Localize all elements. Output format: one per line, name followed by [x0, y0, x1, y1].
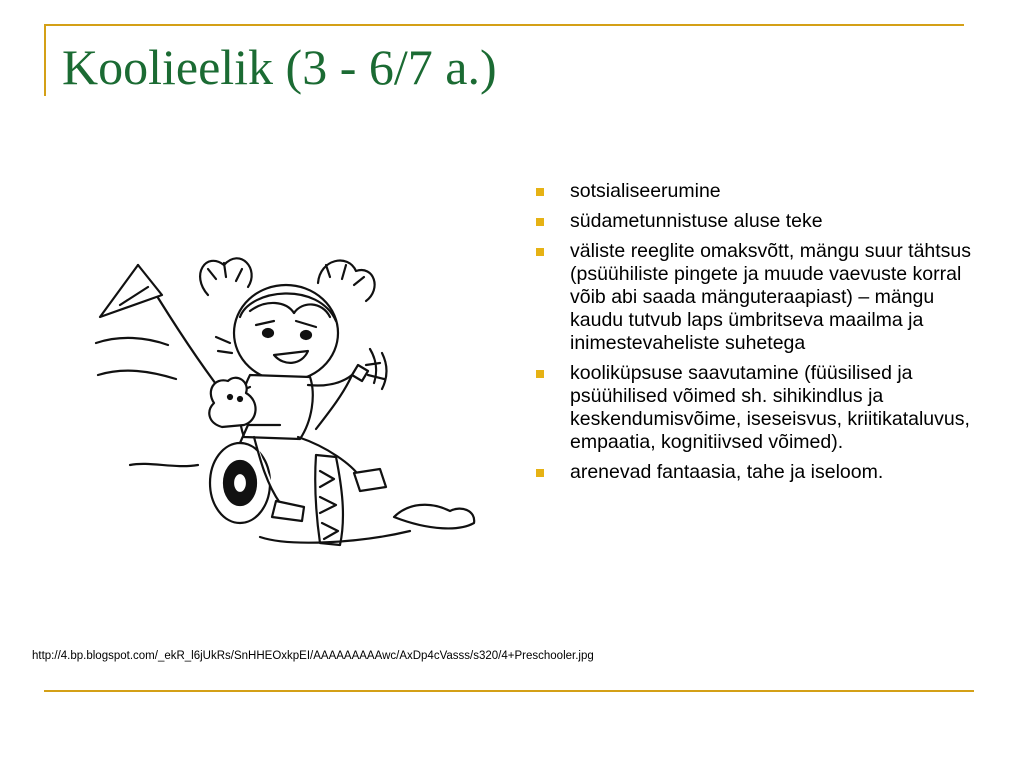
- bullet-square-icon: [536, 370, 544, 378]
- list-item-text: väliste reeglite omaksvõtt, mängu suur tähtsus (psüühiliste pingete ja muude vaevuste korral võib abi saada mänguteraapiast) – mängu kaudu tutvub laps ümbritseva maailma ja inimestevaheliste suhetega: [570, 240, 972, 354]
- list-item: [534, 210, 974, 233]
- list-item: [534, 240, 974, 355]
- list-item: [534, 461, 974, 484]
- list-item: [534, 362, 974, 454]
- top-rule: [44, 24, 964, 26]
- child-on-tricycle-illustration: [90, 225, 490, 565]
- list-item-text: arenevad fantaasia, tahe ja iseloom.: [570, 461, 884, 483]
- list-item-text: sotsialiseerumine: [570, 180, 721, 202]
- pennant-flag: [100, 265, 162, 317]
- bottom-rule: [44, 690, 974, 692]
- slide-title: Koolieelik (3 - 6/7 a.): [62, 39, 497, 95]
- bullet-square-icon: [536, 248, 544, 256]
- list-item-text: kooliküpsuse saavutamine (füüsilised ja psüühilised võimed sh. sihikindlus ja keskendumisvõime, iseseisvus, kriitikataluvus, empaatia, kognitiivsed võimed).: [570, 362, 970, 453]
- list-item-text: südametunnistuse aluse teke: [570, 210, 823, 232]
- bullet-square-icon: [536, 188, 544, 196]
- image-source-url: http://4.bp.blogspot.com/_ekR_l6jUkRs/SnHHEOxkpEI/AAAAAAAAAwc/AxDp4cVasss/s320/4+Preschooler.jpg: [32, 650, 594, 662]
- bullet-square-icon: [536, 218, 544, 226]
- bullet-square-icon: [536, 469, 544, 477]
- list-item: [534, 180, 974, 203]
- left-rule: [44, 24, 46, 96]
- bullet-list: [534, 180, 974, 491]
